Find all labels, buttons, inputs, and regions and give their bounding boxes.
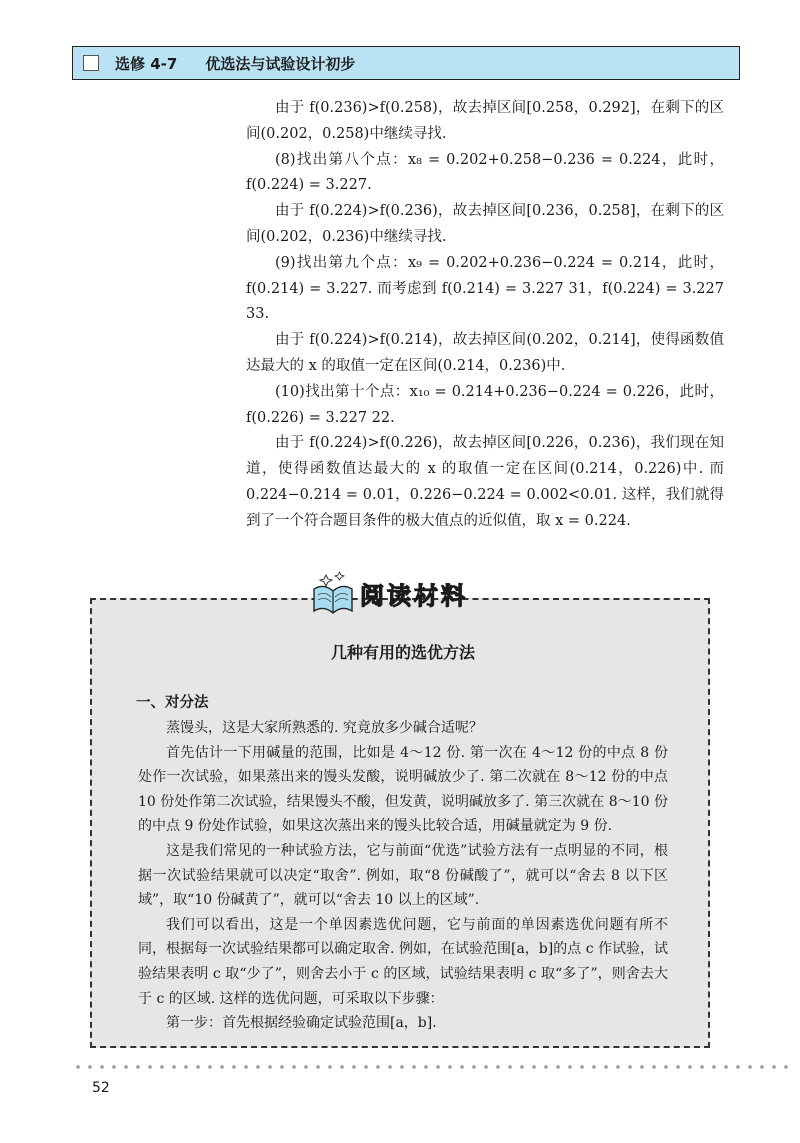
paragraph: 由于 f(0.224)>f(0.236)，故去掉区间[0.236，0.258]，在剩下的区间(0.202，0.236)中继续寻找. <box>246 203 724 245</box>
page-number: 52 <box>92 1080 110 1096</box>
reading-banner-title: 阅读材料 <box>360 581 468 610</box>
series-label: 选修 4-7 <box>115 54 178 73</box>
reading-paragraph: 首先估计一下用碱量的范围，比如是 4～12 份. 第一次在 4～12 份的中点 8 份处作一次试验，如果蒸出来的馒头发酸，说明碱放少了. 第二次就在 8～12 份的中点 10 份处作第二次试验，结果馒头不酸，但发黄，说明碱放多了. 第三次就在 8～10 份的中点 9 份处作试验，如果这次蒸出来的馒头比较合适，用碱量就定为 9 份. <box>138 744 668 835</box>
reading-paragraph: 我们可以看出，这是一个单因素选优问题，它与前面的单因素选优问题有所不同，根据每一次试验结果都可以确定取舍. 例如，在试验范围[a，b]的点 c 作试验，试验结果表明 c 取“少了”，则舍去小于 c 的区域，试验结果表明 c 取“多了”，则舍去大于 c 的区域. 这样的选优问题，可采取以下步骤： <box>138 916 668 1007</box>
reading-paragraph: 这是我们常见的一种试验方法，它与前面“优选”试验方法有一点明显的不同，根据一次试验结果就可以决定“取舍”. 例如，取“8 份碱酸了”，就可以“舍去 8 以下区域”，取“10 份碱黄了”，就可以“舍去 10 以上的区域”. <box>138 842 668 909</box>
footer-dotted-rule <box>72 1064 790 1070</box>
paragraph: 由于 f(0.224)>f(0.226)，故去掉区间[0.226，0.236)，我们现在知道，使得函数值达最大的 x 的取值一定在区间(0.214，0.226)中. 而 0.224−0.214 = 0.01，0.226−0.224 = 0.002<0.01. 这样，我们就得到了一个符合题目条件的极大值点的近似值，取 x = 0.224. <box>246 435 724 529</box>
paragraph: 由于 f(0.236)>f(0.258)，故去掉区间[0.258，0.292]，在剩下的区间(0.202，0.258)中继续寻找. <box>246 100 724 142</box>
header-square-marker <box>83 55 99 71</box>
reading-paragraph: 第一步：首先根据经验确定试验范围[a，b]. <box>166 1015 437 1032</box>
paragraph: (8)找出第八个点：x₈ = 0.202+0.258−0.236 = 0.224，此时，f(0.224) = 3.227. <box>246 151 724 194</box>
main-text <box>246 96 724 535</box>
chapter-header <box>72 46 740 80</box>
reading-banner <box>310 566 500 620</box>
reading-material-box <box>90 598 710 1048</box>
open-book-icon <box>310 569 356 617</box>
reading-paragraph: 蒸馒头，这是大家所熟悉的. 究竟放多少碱合适呢？ <box>166 720 483 736</box>
paragraph: 由于 f(0.224)>f(0.214)，故去掉区间(0.202，0.214]，使得函数值达最大的 x 的取值一定在区间(0.214，0.236)中. <box>246 332 724 374</box>
paragraph: (10)找出第十个点：x₁₀ = 0.214+0.236−0.224 = 0.226，此时，f(0.226) = 3.227 22. <box>246 383 724 426</box>
book-title: 优选法与试验设计初步 <box>205 54 356 73</box>
section-heading: 一、对分法 <box>136 695 209 711</box>
paragraph: (9)找出第九个点：x₉ = 0.202+0.236−0.224 = 0.214，此时，f(0.214) = 3.227. 而考虑到 f(0.214) = 3.227 31，f(0.224) = 3.227 33. <box>246 254 724 323</box>
reading-title: 几种有用的选优方法 <box>330 643 475 662</box>
